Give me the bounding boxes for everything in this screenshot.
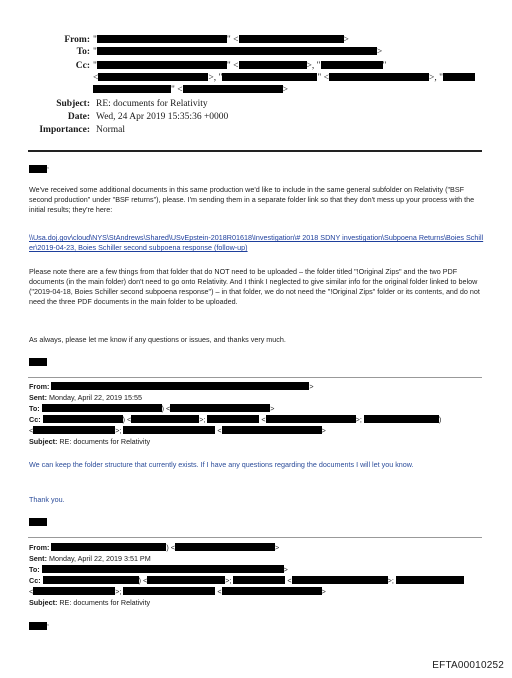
redaction xyxy=(42,404,162,412)
redaction xyxy=(239,61,307,69)
redaction-signature xyxy=(29,358,47,366)
redaction-salutation-3 xyxy=(29,622,47,630)
redaction xyxy=(98,73,208,81)
message-divider-2 xyxy=(28,537,482,538)
from-label: From: xyxy=(64,35,90,45)
folder-link[interactable]: \\Usa.doj.gov\cloud\NYS\StAndrews\Shared\USvEpstein-2018R01618\Investigation\# 2018 SDNY investigation\Subpoena Returns\Boies Schiller\2019-04-23, Boies Schiller second subpoena response (follow-up) xyxy=(29,233,484,252)
redaction xyxy=(222,587,322,595)
date-value: Wed, 24 Apr 2019 15:35:36 +0000 xyxy=(96,112,229,122)
msg3-cc: Cc: ) < >; < >; xyxy=(29,576,464,586)
redaction xyxy=(97,35,227,43)
body-paragraph-3: As always, please let me know if any questions or issues, and thanks very much. xyxy=(29,335,286,344)
msg2-from: From: > xyxy=(29,382,314,391)
msg3-cc-2: < >; < > xyxy=(29,587,326,596)
document-page: From: " " < > To: " > Cc: " " < >, " " < >, " " < >, " " < > Subject: RE: documents for Relativity Date: Wed, 24 Apr 2019 15:35:36 +0000 Importance: Normal , We've received some additional documents in this same production we'd like to include in the same general subfolder on Relativity ("BSF second production" under "BSF returns"), please. I'm sending them in a separate folder link so that they don't mess up your process with the initial results; they're here: \\Usa.doj.gov\cloud\NYS\StAndrews\Shared\USvEpstein-2018R01618\Investigation\# 2018 SDNY investigation\Subpoena Returns\Boies Schiller\2019-04-23, Boies Schiller second subpoena response (follow-up) Please note there are a few things from that folder that do NOT need to be uploaded – the folder titled "!Original Zips" and the two PDF documents (in the main folder) don't need to go onto Relativity. And I think I neglected to give similar info for the original folder linked to below ("2019-04-18, Boies Schiller second subpoena response") – in that folder, we do not need the "!Original Zips" folder or its contents, and do not need the three PDF documents in the main folder to be uploaded. As always, please let me know if any questions or issues, and thanks very much. From: > Sent: Monday, April 22, 2019 15:55 To: ) < > Cc: ) < >; < >; ) < >; < > Subject: RE: documents for Relativity We can keep the folder structure that currently exists. If I have any questions regarding the documents I will let you know. Thank you. From: ) < > Sent: Monday, April 22, 2019 3:51 PM To: > Cc: ) < >; < >; < >; < > Subject: RE: documents for Relativity , EFTA00010252 xyxy=(0,0,512,678)
document-id: EFTA00010252 xyxy=(432,660,504,671)
subject-value: RE: documents for Relativity xyxy=(96,99,208,109)
msg2-body: We can keep the folder structure that currently exists. If I have any questions regarding the documents I will let you know. xyxy=(29,460,414,469)
redaction xyxy=(147,576,225,584)
redaction xyxy=(329,73,429,81)
msg3-to: To: > xyxy=(29,565,288,574)
redaction xyxy=(321,61,383,69)
msg2-thanks: Thank you. xyxy=(29,495,65,504)
redaction xyxy=(131,415,199,423)
redaction xyxy=(51,382,309,390)
importance-label: Importance: xyxy=(39,125,90,135)
redaction xyxy=(207,415,259,423)
redaction xyxy=(97,47,377,55)
msg2-cc: Cc: ) < >; < >; ) xyxy=(29,415,442,424)
redaction xyxy=(33,587,115,595)
redaction xyxy=(43,576,139,584)
redaction-signature-2 xyxy=(29,518,47,526)
redaction xyxy=(97,61,227,69)
date-label: Date: xyxy=(67,112,90,122)
msg3-from: From: ) < > xyxy=(29,543,280,552)
redaction xyxy=(42,565,284,573)
msg2-subject: Subject: RE: documents for Relativity xyxy=(29,437,151,446)
cc-label: Cc: xyxy=(75,61,90,71)
header-divider xyxy=(28,150,482,152)
to-label: To: xyxy=(76,47,90,57)
body-paragraph-1: We've received some additional documents in this same production we'd like to include in the same general subfolder on Relativity ("BSF second production" under "BSF returns"), please. I'm sending them in a separate folder link so that they don't mess up your process with the initial results; they're here: xyxy=(29,185,475,214)
redaction xyxy=(239,35,344,43)
importance-value: Normal xyxy=(96,125,126,135)
redaction xyxy=(222,426,322,434)
redaction xyxy=(33,426,115,434)
redaction xyxy=(123,426,215,434)
redaction xyxy=(51,543,166,551)
redaction xyxy=(266,415,356,423)
redaction xyxy=(183,85,283,93)
msg3-sent: Sent: Monday, April 22, 2019 3:51 PM xyxy=(29,554,151,563)
body-paragraph-2: Please note there are a few things from that folder that do NOT need to be uploaded – the folder titled "!Original Zips" and the two PDF documents (in the main folder) don't need to go onto Relativity. And I think I neglected to give similar info for the original folder linked to below ("2019-04-18, Boies Schiller second subpoena response") – in that folder, we do not need the "!Original Zips" folder or its contents, and do not need the three PDF documents in the main folder to be uploaded. xyxy=(29,267,480,306)
msg2-cc-2: < >; < > xyxy=(29,426,326,435)
redaction xyxy=(222,73,317,81)
redaction xyxy=(175,543,275,551)
redaction xyxy=(364,415,439,423)
redaction xyxy=(123,587,215,595)
redaction xyxy=(170,404,270,412)
msg2-sent: Sent: Monday, April 22, 2019 15:55 xyxy=(29,393,142,402)
msg3-subject: Subject: RE: documents for Relativity xyxy=(29,598,151,607)
redaction-salutation xyxy=(29,165,47,173)
subject-label: Subject: xyxy=(56,99,90,109)
redaction xyxy=(93,85,171,93)
message-divider-1 xyxy=(28,377,482,378)
redaction xyxy=(396,576,464,584)
msg2-to: To: ) < > xyxy=(29,404,275,413)
redaction xyxy=(443,73,475,81)
redaction xyxy=(233,576,285,584)
redaction xyxy=(292,576,388,584)
redaction xyxy=(43,415,123,423)
